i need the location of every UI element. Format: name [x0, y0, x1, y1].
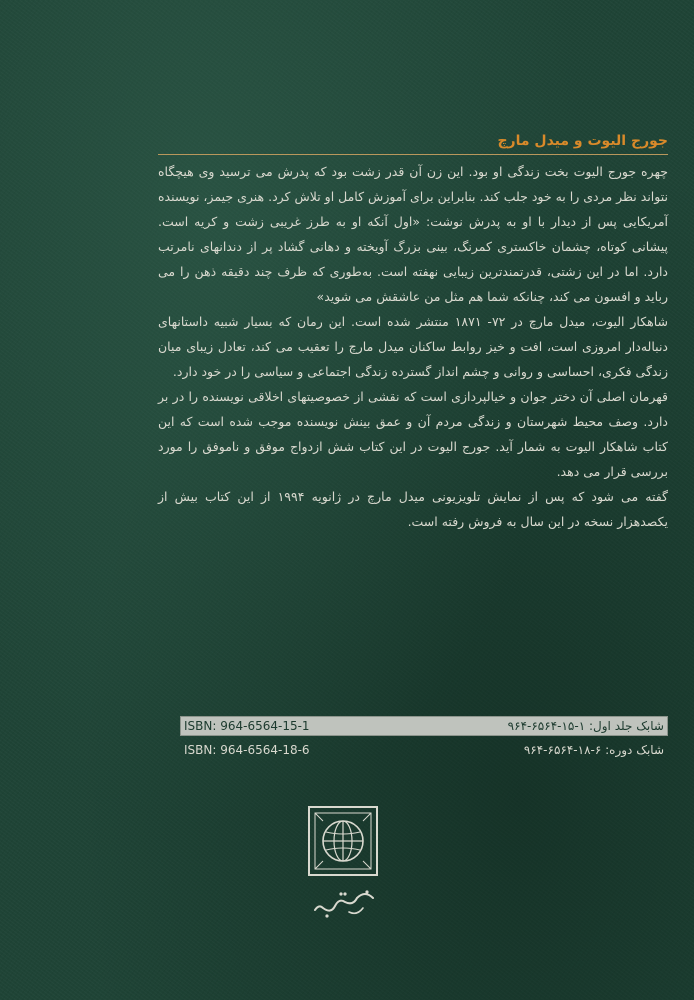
blurb-paragraph: گفته می شود که پس از نمایش تلویزیونی میدل مارچ در ژانویه ۱۹۹۴ از این کتاب بیش از یکصدهزار نسخه در این سال به فروش رفته است. — [158, 489, 669, 529]
isbn-vol1-latin: ISBN: 964-6564-15-1 — [184, 719, 310, 733]
blurb-paragraph: قهرمان اصلی آن دختر جوان و خیالپردازی است که نقشی از خصوصیتهای اخلاقی نویسنده را در بر دارد. وصف محیط شهرستان و زندگی مردم آن و عمق بینش نویسنده موجب شده است که این کتاب شاهکار الیوت به شمار آید. جورج الیوت در این کتاب شش ازدواج موفق و ناموفق را مورد بررسی قرار می دهد. — [158, 389, 668, 479]
blurb — [158, 130, 668, 534]
isbn-volume-one — [180, 716, 668, 736]
book-title: جورج الیوت و میدل مارچ — [497, 133, 668, 149]
isbn-set-persian: شابک دوره: ۶-۱۸-۶۵۶۴-۹۶۴ — [523, 743, 664, 757]
isbn-set-latin: ISBN: 964-6564-18-6 — [184, 743, 310, 757]
globe-emblem-icon — [307, 805, 379, 877]
blurb-paragraph: شاهکار الیوت، میدل مارچ در ۷۲- ۱۸۷۱ منتشر شده است. این رمان که بسیار شبیه داستانهای دنباله‌دار امروزی است، افت و خیز روابط ساکنان میدل مارچ را تعقیب می کند، تعادل زیبای میان زندگی فکری، احساسی و روانی و چشم انداز گسترده زندگی اجتماعی و سیاسی را در خود دارد. — [158, 314, 669, 379]
publisher-calligraphy-icon — [305, 884, 385, 924]
blurb-paragraph: چهره جورج الیوت بخت زندگی او بود. این زن آن قدر زشت بود که پدرش می ترسید وی هیچگاه نتواند نظر مردی را به خود جلب کند. بنابراین برای آموزش کامل او تلاش کرد. هنری جیمز، نویسنده آمریکایی پس از دیدار با او به پدرش نوشت: «اول آنکه او به طرز غریبی زشت و کریه است. پیشانی کوتاه، چشمان خاکستری کمرنگ، بینی بزرگ آویخته و دهانی گشاد پر از دندانهای نامرتب دارد. اما در این زشتی، قدرتمندترین زیبایی نهفته است. به‌طوری که ظرف چند دقیقه ذهن را می رباید و افسون می کند، چنانکه شما هم مثل من عاشقش می شوید» — [158, 164, 668, 304]
isbn-set — [180, 740, 668, 760]
title-divider — [158, 154, 668, 155]
isbn-vol1-persian: شابک جلد اول: ۱-۱۵-۶۵۶۴-۹۶۴ — [507, 719, 664, 733]
